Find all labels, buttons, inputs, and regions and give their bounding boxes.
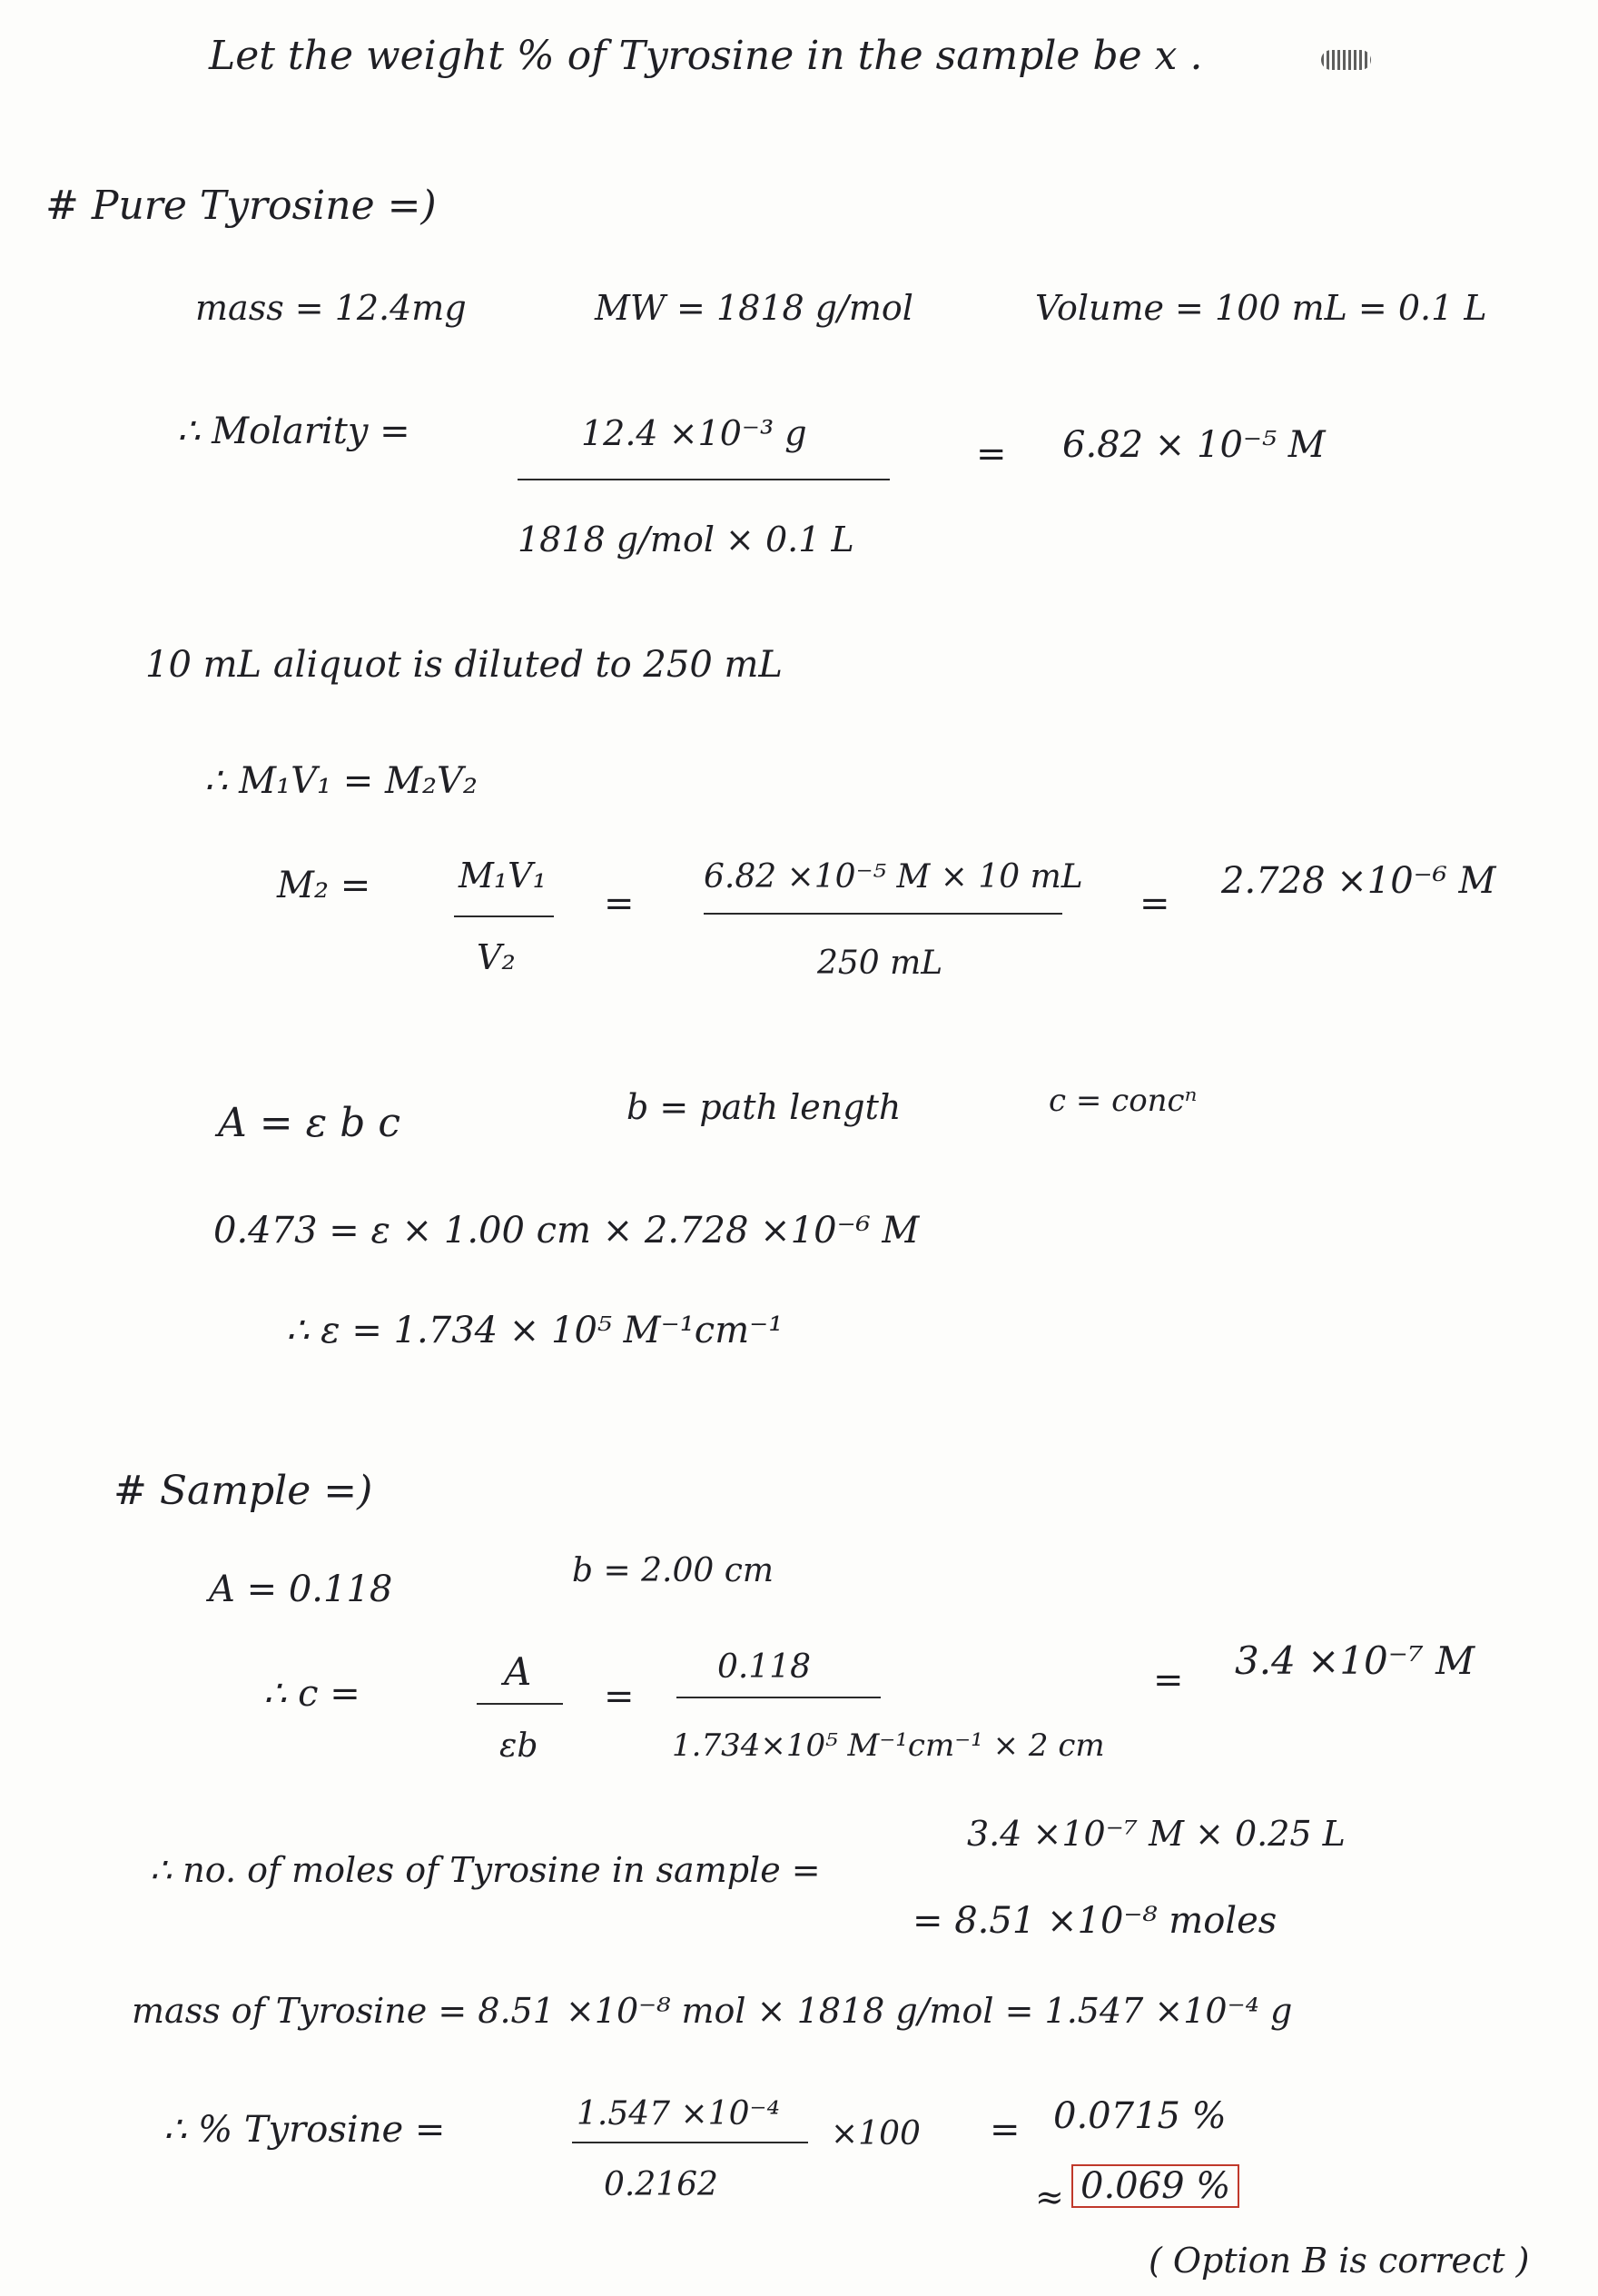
percent-numerator: 1.547 ×10⁻⁴ [577, 2095, 780, 2133]
m2-result: 2.728 ×10⁻⁶ M [1221, 860, 1496, 902]
approx-symbol: ≈ [1035, 2177, 1064, 2217]
epsilon-equation: 0.473 = ε × 1.00 cm × 2.728 ×10⁻⁶ M [213, 1210, 920, 1252]
m2-equals-2: = [1139, 883, 1170, 925]
c-fraction-bar [477, 1703, 563, 1705]
intro-statement: Let the weight % of Tyrosine in the sample be x . [209, 33, 1203, 79]
percent-times-100: ×100 [831, 2115, 921, 2152]
aliquot-statement: 10 mL aliquot is diluted to 250 mL [145, 644, 783, 686]
pure-mass: mass = 12.4mg [195, 288, 467, 328]
c-calc-denominator: 1.734×10⁵ M⁻¹cm⁻¹ × 2 cm [672, 1727, 1105, 1764]
concentration-definition: c = concⁿ [1049, 1083, 1198, 1119]
c-calc-numerator: 0.118 [717, 1648, 812, 1686]
path-length-definition: b = path length [626, 1087, 902, 1127]
moles-calculation: 3.4 ×10⁻⁷ M × 0.25 L [967, 1814, 1346, 1854]
pure-heading: # Pure Tyrosine =) [45, 183, 437, 229]
moles-label: ∴ no. of moles of Tyrosine in sample = [150, 1850, 821, 1890]
sample-heading: # Sample =) [113, 1468, 373, 1514]
percent-equals: = [990, 2109, 1021, 2151]
percent-result: 0.0715 % [1053, 2095, 1227, 2137]
molarity-numerator: 12.4 ×10⁻³ g [581, 413, 807, 453]
m2-calc-numerator: 6.82 ×10⁻⁵ M × 10 mL [704, 858, 1083, 896]
mass-calculation: mass of Tyrosine = 8.51 ×10⁻⁸ mol × 1818 g/mol = 1.547 ×10⁻⁴ g [132, 1991, 1293, 2031]
sample-absorbance: A = 0.118 [209, 1569, 393, 1610]
scribble-mark [1321, 50, 1371, 70]
moles-result: = 8.51 ×10⁻⁸ moles [912, 1900, 1277, 1942]
molarity-equals: = [976, 433, 1007, 475]
percent-denominator: 0.2162 [604, 2166, 718, 2203]
percent-label: ∴ % Tyrosine = [163, 2109, 446, 2151]
m2-label: M₂ = [277, 865, 371, 906]
m2-equals-1: = [604, 883, 635, 925]
c-result: 3.4 ×10⁻⁷ M [1235, 1638, 1475, 1683]
m2-denominator: V₂ [477, 937, 516, 977]
pure-volume: Volume = 100 mL = 0.1 L [1035, 288, 1487, 328]
molarity-label: ∴ Molarity = [177, 411, 410, 452]
pure-mw: MW = 1818 g/mol [595, 288, 913, 328]
molarity-fraction-bar [518, 479, 890, 480]
epsilon-result: ∴ ε = 1.734 × 10⁵ M⁻¹cm⁻¹ [286, 1310, 784, 1351]
c-equals-1: = [604, 1676, 635, 1717]
c-equals-2: = [1153, 1659, 1184, 1701]
sample-path-length: b = 2.00 cm [572, 1552, 774, 1589]
c-calc-fraction-bar [676, 1697, 881, 1698]
c-numerator: A [504, 1649, 532, 1694]
boxed-final-answer: 0.069 % [1071, 2164, 1239, 2208]
dilution-equation: ∴ M₁V₁ = M₂V₂ [204, 760, 478, 802]
m2-calc-fraction-bar [704, 913, 1062, 915]
percent-fraction-bar [572, 2142, 808, 2143]
molarity-denominator: 1818 g/mol × 0.1 L [518, 520, 854, 559]
m2-fraction-bar [454, 915, 554, 917]
c-label: ∴ c = [263, 1673, 360, 1715]
m2-calc-denominator: 250 mL [817, 945, 943, 982]
answer-note: ( Option B is correct ) [1149, 2241, 1530, 2281]
beer-lambert-law: A = ε b c [218, 1100, 401, 1146]
m2-numerator: M₁V₁ [459, 856, 547, 896]
c-denominator: εb [499, 1727, 538, 1765]
molarity-result: 6.82 × 10⁻⁵ M [1062, 424, 1326, 466]
